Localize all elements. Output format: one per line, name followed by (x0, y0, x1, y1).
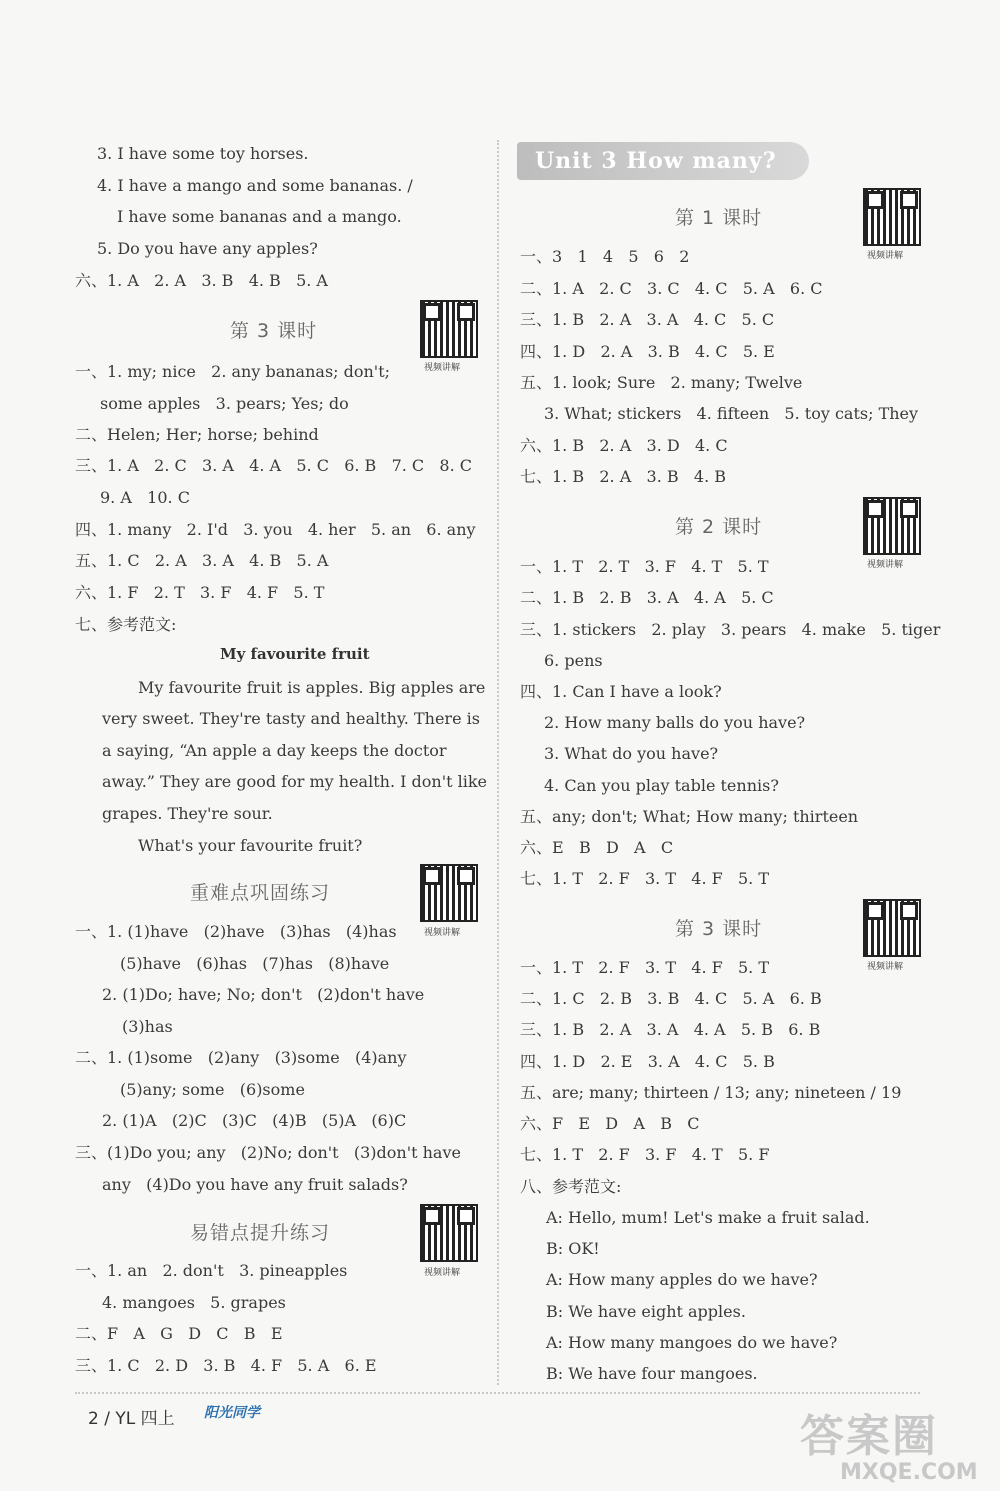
section-heading: 重难点巩固练习 (190, 882, 331, 904)
essay-line: B: We have four mangoes. (546, 1364, 758, 1383)
answer-line: 二、Helen; Her; horse; behind (75, 425, 319, 444)
answer-line: 4. I have a mango and some bananas. / (97, 176, 413, 195)
answer-line: 五、1. C 2. A 3. A 4. B 5. A (75, 551, 329, 570)
section-heading: 第 3 课时 (230, 320, 318, 342)
section-heading: 第 3 课时 (675, 918, 763, 940)
answer-line: 4. mangoes 5. grapes (102, 1293, 286, 1312)
qr-code-icon[interactable] (863, 899, 921, 957)
essay-line: B: OK! (546, 1239, 600, 1258)
qr-caption: 视频讲解 (424, 928, 461, 938)
answer-line: (3)has (122, 1017, 173, 1036)
footer-divider (75, 1392, 920, 1394)
answer-line: 四、1. D 2. E 3. A 4. C 5. B (520, 1052, 775, 1071)
answer-line: 四、1. Can I have a look? (520, 682, 722, 701)
answer-line: 二、1. B 2. B 3. A 4. A 5. C (520, 588, 774, 607)
qr-caption: 视频讲解 (424, 1268, 461, 1278)
answer-line: 四、1. D 2. A 3. B 4. C 5. E (520, 342, 775, 361)
answer-line: 三、1. stickers 2. play 3. pears 4. make 5. tiger (520, 620, 941, 639)
answer-line: 六、F E D A B C (520, 1114, 700, 1133)
answer-line: 六、1. B 2. A 3. D 4. C (520, 436, 728, 455)
answer-line: 9. A 10. C (100, 488, 190, 507)
answer-line: 一、3 1 4 5 6 2 (520, 247, 690, 266)
watermark (780, 1400, 1000, 1491)
answer-line: 2. How many balls do you have? (544, 713, 806, 732)
answer-line: 六、1. A 2. A 3. B 4. B 5. A (75, 271, 328, 290)
qr-caption: 视频讲解 (867, 560, 904, 570)
qr-caption: 视频讲解 (867, 251, 904, 261)
essay-line: A: How many mangoes do we have? (546, 1333, 838, 1352)
answer-line: 二、F A G D C B E (75, 1324, 283, 1343)
column-divider (497, 140, 499, 1385)
section-heading: 第 1 课时 (675, 207, 763, 229)
essay-line: A: How many apples do we have? (546, 1270, 818, 1289)
answer-line: 2. (1)Do; have; No; don't (2)don't have (102, 985, 425, 1004)
answer-line: 五、any; don't; What; How many; thirteen (520, 807, 859, 826)
essay-line: very sweet. They're tasty and healthy. There is (102, 709, 480, 728)
answer-line: I have some bananas and a mango. (117, 207, 402, 226)
answer-line: 四、1. many 2. I'd 3. you 4. her 5. an 6. any (75, 520, 476, 539)
answer-line: 五、are; many; thirteen / 13; any; nineteen / 19 (520, 1083, 902, 1102)
essay-line: B: We have eight apples. (546, 1302, 746, 1321)
essay-title: My favourite fruit (220, 645, 370, 663)
answer-line: 七、参考范文: (75, 615, 177, 634)
answer-line: 一、1. T 2. T 3. F 4. T 5. T (520, 557, 769, 576)
qr-code-icon[interactable] (863, 188, 921, 246)
answer-line: 二、1. (1)some (2)any (3)some (4)any (75, 1048, 407, 1067)
answer-line: 一、1. T 2. F 3. T 4. F 5. T (520, 958, 770, 977)
essay-line: A: Hello, mum! Let's make a fruit salad. (546, 1208, 870, 1227)
answer-line: (5)have (6)has (7)has (8)have (120, 954, 390, 973)
answer-line: 三、1. B 2. A 3. A 4. C 5. C (520, 310, 775, 329)
qr-caption: 视频讲解 (867, 962, 904, 972)
watermark-text: 答案圈 (800, 1411, 938, 1462)
unit-banner: Unit 3 How many? (517, 142, 809, 180)
qr-code-icon[interactable] (420, 864, 478, 922)
essay-line: My favourite fruit is apples. Big apples are (138, 678, 486, 697)
answer-line: 5. Do you have any apples? (97, 239, 318, 258)
answer-line: 3. What; stickers 4. fifteen 5. toy cats; They (544, 404, 919, 423)
answer-line: 6. pens (544, 651, 603, 670)
brand-logo: 阳光同学 (204, 1405, 260, 1421)
answer-line: 一、1. (1)have (2)have (3)has (4)has (75, 922, 397, 941)
answer-line: (5)any; some (6)some (120, 1080, 305, 1099)
answer-line: 七、1. T 2. F 3. F 4. T 5. F (520, 1145, 770, 1164)
qr-code-icon[interactable] (420, 300, 478, 358)
answer-line: 二、1. C 2. B 3. B 4. C 5. A 6. B (520, 989, 822, 1008)
page-footer: 2 / YL 四上 (88, 1409, 175, 1429)
answer-line: 八、参考范文: (520, 1177, 622, 1196)
answer-line: 3. I have some toy horses. (97, 144, 309, 163)
watermark-url: MXQE.COM (840, 1460, 978, 1485)
answer-line: 二、1. A 2. C 3. C 4. C 5. A 6. C (520, 279, 823, 298)
section-heading: 第 2 课时 (675, 516, 763, 538)
answer-line: 七、1. T 2. F 3. T 4. F 5. T (520, 869, 770, 888)
answer-line: 4. Can you play table tennis? (544, 776, 779, 795)
answer-line: some apples 3. pears; Yes; do (100, 394, 349, 413)
answer-line: any (4)Do you have any fruit salads? (102, 1175, 408, 1194)
qr-code-icon[interactable] (420, 1204, 478, 1262)
qr-code-icon[interactable] (863, 497, 921, 555)
answer-line: 三、(1)Do you; any (2)No; don't (3)don't have (75, 1143, 461, 1162)
answer-line: 三、1. B 2. A 3. A 4. A 5. B 6. B (520, 1020, 821, 1039)
answer-line: 五、1. look; Sure 2. many; Twelve (520, 373, 803, 392)
essay-line: away.” They are good for my health. I don't like (102, 772, 488, 791)
essay-line: grapes. They're sour. (102, 804, 273, 823)
answer-line: 一、1. an 2. don't 3. pineapples (75, 1261, 348, 1280)
answer-line: 三、1. C 2. D 3. B 4. F 5. A 6. E (75, 1356, 377, 1375)
answer-line: 七、1. B 2. A 3. B 4. B (520, 467, 727, 486)
answer-line: 六、E B D A C (520, 838, 674, 857)
answer-line: 2. (1)A (2)C (3)C (4)B (5)A (6)C (102, 1111, 407, 1130)
qr-caption: 视频讲解 (424, 363, 461, 373)
answer-line: 3. What do you have? (544, 744, 719, 763)
answer-line: 三、1. A 2. C 3. A 4. A 5. C 6. B 7. C 8. C (75, 456, 473, 475)
section-heading: 易错点提升练习 (190, 1222, 331, 1244)
answer-line: 六、1. F 2. T 3. F 4. F 5. T (75, 583, 325, 602)
essay-line: a saying, “An apple a day keeps the doctor (102, 741, 447, 760)
answer-line: 一、1. my; nice 2. any bananas; don't; (75, 362, 391, 381)
essay-line: What's your favourite fruit? (138, 836, 363, 855)
